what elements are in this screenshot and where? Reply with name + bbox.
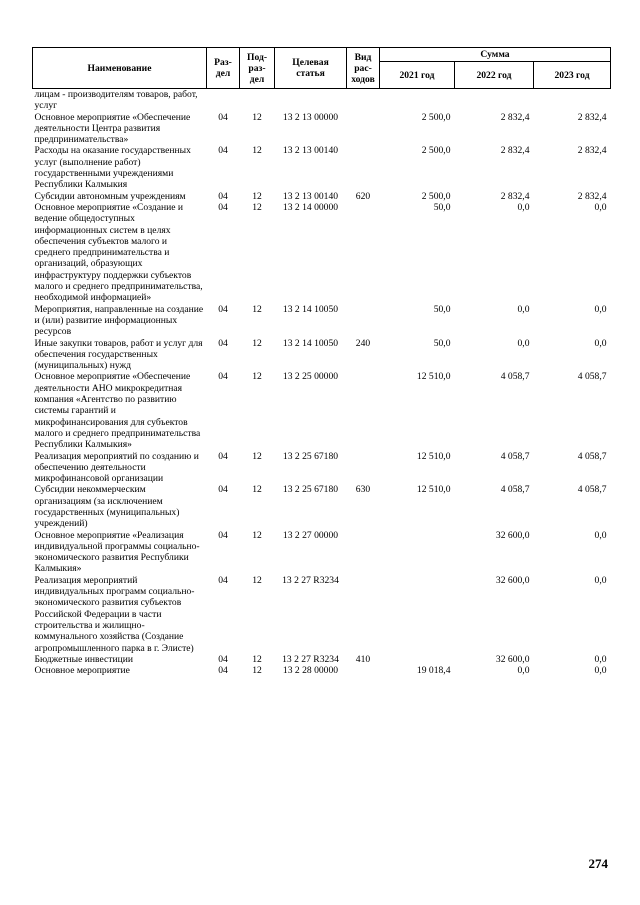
- row-sum-2021: 2 500,0: [421, 145, 451, 157]
- row-sum-2022: 0,0: [517, 201, 530, 213]
- row-sum-2022: 0,0: [517, 303, 530, 315]
- table-row: [33, 191, 611, 202]
- row-sum-2023: 4 058,7: [577, 450, 607, 462]
- row-razdel: 04: [218, 337, 228, 349]
- row-sum-2022: 2 832,4: [500, 190, 530, 202]
- row-razdel: 04: [218, 450, 228, 462]
- table-row: [33, 654, 611, 665]
- row-target: 13 2 13 00140: [282, 145, 339, 157]
- table-body: [33, 89, 611, 677]
- row-sum-2021: [380, 575, 455, 654]
- table-row: [33, 575, 611, 654]
- row-target: 13 2 13 00140: [282, 190, 339, 202]
- row-podrazdel: 12: [252, 303, 262, 315]
- table-row: [33, 202, 611, 304]
- row-sum-2023: 2 832,4: [577, 111, 607, 123]
- row-name: Основное мероприятие «Создание и ведение общедоступных информационных систем в целях обеспечения субъектов малого и среднего предпринимательства и организаций, образующих инфраструктуру поддержки субъектов малого и среднего предпринимательства, необходимой информацией»: [34, 201, 203, 304]
- header-name: Наименование: [33, 48, 207, 89]
- row-podrazdel: 12: [252, 111, 262, 123]
- row-vid: 620: [355, 190, 371, 202]
- row-name: Расходы на оказание государственных услуг (выполнение работ) государственными учреждениями Республики Калмыкия: [34, 145, 191, 191]
- table-row: [33, 112, 611, 146]
- row-razdel: 04: [218, 484, 228, 496]
- row-razdel: [207, 89, 240, 112]
- row-podrazdel: 12: [252, 484, 262, 496]
- row-sum-2023: 0,0: [594, 337, 607, 349]
- row-sum-2022: 32 600,0: [495, 574, 530, 586]
- row-sum-2022: 2 832,4: [500, 111, 530, 123]
- budget-table: [32, 47, 611, 676]
- row-podrazdel: 12: [252, 529, 262, 541]
- table-row: [33, 484, 611, 529]
- row-vid: [347, 304, 380, 338]
- row-name: Иные закупки товаров, работ и услуг для обеспечения государственных (муниципальных) нужд: [34, 337, 203, 372]
- row-podrazdel: 12: [252, 337, 262, 349]
- header-2021: 2021 год: [380, 62, 455, 89]
- row-vid: [347, 202, 380, 304]
- row-vid: 410: [355, 653, 371, 665]
- row-podrazdel: 12: [252, 653, 262, 665]
- row-podrazdel: 12: [252, 450, 262, 462]
- row-razdel: 04: [218, 371, 228, 383]
- row-sum-2023: 2 832,4: [577, 190, 607, 202]
- row-razdel: 04: [218, 201, 228, 213]
- row-podrazdel: 12: [252, 665, 262, 677]
- row-razdel: 04: [218, 529, 228, 541]
- row-vid: 240: [355, 337, 371, 349]
- table-row: [33, 451, 611, 485]
- header-2023: 2023 год: [534, 62, 611, 89]
- row-sum-2023: [534, 89, 611, 112]
- row-target: 13 2 13 00000: [282, 111, 339, 123]
- row-sum-2023: 0,0: [594, 201, 607, 213]
- row-podrazdel: 12: [252, 190, 262, 202]
- row-sum-2023: 2 832,4: [577, 145, 607, 157]
- row-target: 13 2 27 R3234: [282, 574, 339, 586]
- row-podrazdel: 12: [252, 371, 262, 383]
- row-name: Основное мероприятие: [34, 665, 130, 677]
- row-target: 13 2 28 00000: [282, 665, 339, 677]
- header-podrazdel: Под- раз- дел: [240, 48, 275, 89]
- row-sum-2022: 0,0: [517, 337, 530, 349]
- row-sum-2023: 4 058,7: [577, 371, 607, 383]
- row-sum-2023: 0,0: [594, 665, 607, 677]
- row-target: 13 2 25 00000: [282, 371, 339, 383]
- row-target: 13 2 27 R3234: [282, 653, 339, 665]
- row-name: лицам - производителям товаров, работ, услуг: [34, 89, 198, 112]
- row-razdel: 04: [218, 145, 228, 157]
- row-sum-2023: 4 058,7: [577, 484, 607, 496]
- row-vid: [347, 145, 380, 190]
- row-name: Субсидии автономным учреждениям: [34, 190, 186, 202]
- row-vid: [347, 530, 380, 575]
- row-sum-2021: 2 500,0: [421, 190, 451, 202]
- header-razdel: Раз- дел: [207, 48, 240, 89]
- row-name: Основное мероприятие «Обеспечение деятельности Центра развития предпринимательства»: [34, 111, 191, 146]
- table-header: [33, 48, 611, 89]
- row-sum-2022: 32 600,0: [495, 529, 530, 541]
- row-vid: [347, 665, 380, 676]
- row-sum-2021: 50,0: [433, 337, 451, 349]
- row-sum-2022: 4 058,7: [500, 450, 530, 462]
- row-podrazdel: 12: [252, 201, 262, 213]
- row-sum-2021: 19 018,4: [416, 665, 451, 677]
- row-name: Реализация мероприятий по созданию и обеспечению деятельности микрофинансовой организации: [34, 450, 199, 485]
- row-razdel: 04: [218, 574, 228, 586]
- row-podrazdel: 12: [252, 574, 262, 586]
- row-target: 13 2 14 00000: [282, 201, 339, 213]
- row-sum-2021: 12 510,0: [416, 371, 451, 383]
- row-vid: [347, 89, 380, 112]
- row-name: Субсидии некоммерческим организациям (за исключением государственных (муниципальных) учреждений): [34, 484, 180, 530]
- table-row: [33, 665, 611, 676]
- row-name: Основное мероприятие «Реализация индивидуальной программы социально-экономического развития Республики Калмыкия»: [34, 529, 200, 575]
- row-vid: [347, 371, 380, 450]
- row-name: Бюджетные инвестиции: [34, 653, 133, 665]
- row-sum-2021: 12 510,0: [416, 484, 451, 496]
- header-vid: Вид рас- ходов: [347, 48, 380, 89]
- row-name: Основное мероприятие «Обеспечение деятельности АНО микрокредитная компания «Агентство по развитию системы гарантий и микрофинансирования для субъектов малого и среднего предпринимательства Республики Калмыкия»: [34, 371, 201, 451]
- row-sum-2023: 0,0: [594, 574, 607, 586]
- header-target: Целевая статья: [275, 48, 347, 89]
- row-sum-2021: 50,0: [433, 201, 451, 213]
- row-sum-2022: 0,0: [517, 665, 530, 677]
- row-razdel: 04: [218, 665, 228, 677]
- row-sum-2021: 12 510,0: [416, 450, 451, 462]
- row-vid: [347, 575, 380, 654]
- row-sum-2021: [380, 89, 455, 112]
- table-row: [33, 89, 611, 112]
- row-razdel: 04: [218, 653, 228, 665]
- row-name: Мероприятия, направленные на создание и (или) развитие информационных ресурсов: [34, 303, 204, 338]
- row-vid: [347, 112, 380, 146]
- row-vid: [347, 451, 380, 485]
- row-target: [275, 89, 347, 112]
- row-target: 13 2 27 00000: [282, 529, 339, 541]
- row-sum-2023: 0,0: [594, 529, 607, 541]
- row-sum-2023: 0,0: [594, 653, 607, 665]
- row-sum-2022: 2 832,4: [500, 145, 530, 157]
- row-vid: 630: [355, 484, 371, 496]
- row-sum-2022: 32 600,0: [495, 653, 530, 665]
- row-razdel: 04: [218, 111, 228, 123]
- row-target: 13 2 25 67180: [282, 450, 339, 462]
- row-razdel: 04: [218, 303, 228, 315]
- row-sum-2023: 0,0: [594, 303, 607, 315]
- page-number: 274: [588, 856, 608, 871]
- header-2022: 2022 год: [455, 62, 534, 89]
- row-sum-2022: 4 058,7: [500, 484, 530, 496]
- row-sum-2021: 50,0: [433, 303, 451, 315]
- row-sum-2022: [455, 89, 534, 112]
- table-row: [33, 304, 611, 338]
- row-name: Реализация мероприятий индивидуальных программ социально-экономического развития субъектов Российской Федерации в части строительства и жилищно-коммунального хозяйства (Создание агропромышленного парка в г. Элисте): [34, 574, 195, 654]
- row-podrazdel: [240, 89, 275, 112]
- table-row: [33, 371, 611, 450]
- row-sum-2022: 4 058,7: [500, 371, 530, 383]
- row-sum-2021: [380, 530, 455, 575]
- header-sum: Сумма: [380, 48, 611, 62]
- row-sum-2021: 2 500,0: [421, 111, 451, 123]
- row-target: 13 2 14 10050: [282, 337, 339, 349]
- row-podrazdel: 12: [252, 145, 262, 157]
- table-row: [33, 338, 611, 372]
- table-row: [33, 530, 611, 575]
- row-target: 13 2 25 67180: [282, 484, 339, 496]
- table-row: [33, 145, 611, 190]
- row-razdel: 04: [218, 190, 228, 202]
- row-sum-2021: [380, 654, 455, 665]
- row-target: 13 2 14 10050: [282, 303, 339, 315]
